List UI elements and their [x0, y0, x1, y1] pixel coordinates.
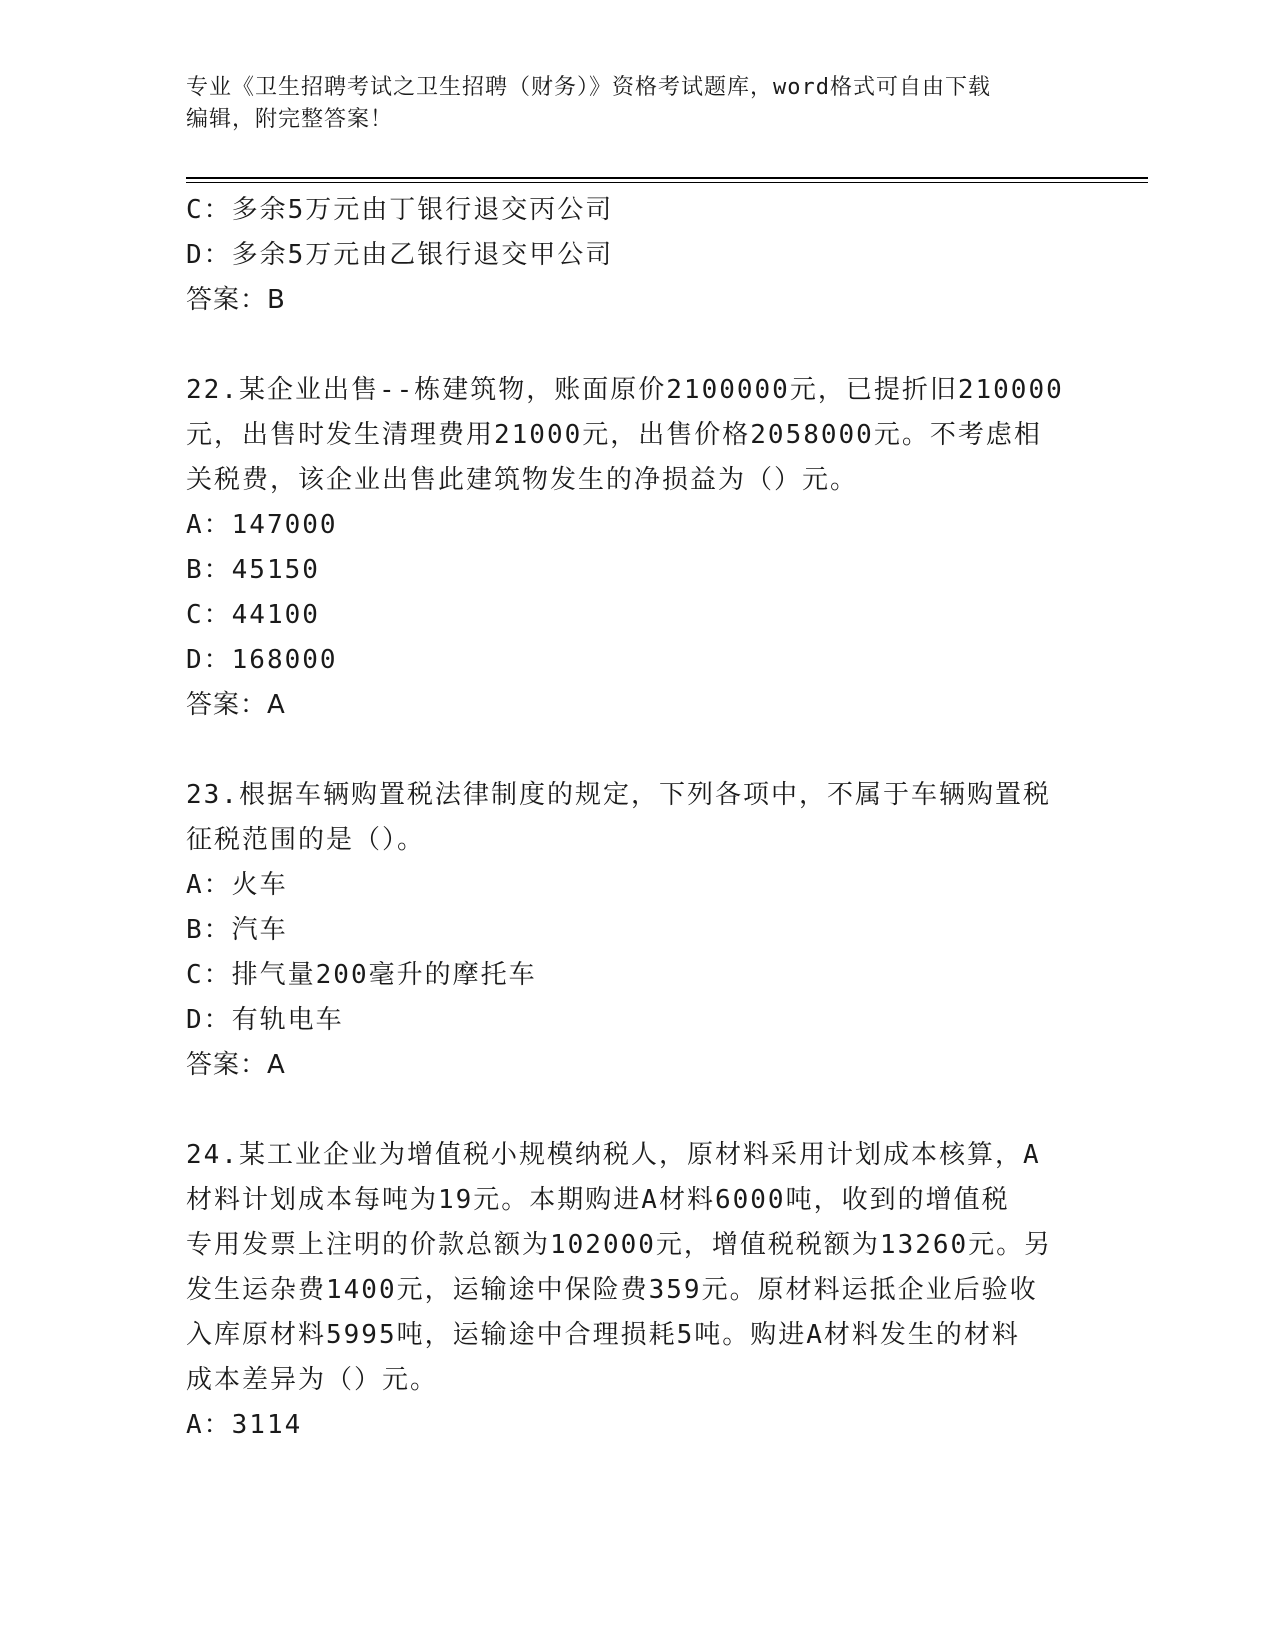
option-a: A：3114 [186, 1410, 303, 1440]
option-c: C：44100 [186, 600, 320, 630]
question-text-line: 23.根据车辆购置税法律制度的规定，下列各项中，不属于车辆购置税 [186, 780, 1051, 810]
option-d: D：168000 [186, 645, 338, 675]
question-22 [186, 368, 1086, 728]
header-line-2: 编辑，附完整答案！ [186, 107, 394, 132]
option-d: D：有轨电车 [186, 1005, 344, 1035]
document-header [186, 72, 1066, 136]
question-text-line: 材料计划成本每吨为19元。本期购进A材料6000吨，收到的增值税 [186, 1185, 1010, 1215]
option-a: A：火车 [186, 870, 288, 900]
answer: 答案：A [186, 690, 286, 720]
spacer [186, 1088, 1086, 1133]
question-text-line: 发生运杂费1400元，运输途中保险费359元。原材料运抵企业后验收 [186, 1275, 1038, 1305]
question-text-line: 元，出售时发生清理费用21000元，出售价格2058000元。不考虑相 [186, 420, 1042, 450]
header-rule-thin [186, 182, 1148, 183]
spacer [186, 323, 1086, 368]
question-24 [186, 1133, 1086, 1448]
question-text-line: 关税费，该企业出售此建筑物发生的净损益为（）元。 [186, 465, 859, 495]
question-text-line: 征税范围的是（）。 [186, 825, 426, 855]
question-content [186, 188, 1086, 1448]
option-a: A：147000 [186, 510, 338, 540]
question-text-line: 入库原材料5995吨，运输途中合理损耗5吨。购进A材料发生的材料 [186, 1320, 1020, 1350]
option-c: C：多余5万元由丁银行退交丙公司 [186, 195, 614, 225]
spacer [186, 728, 1086, 773]
question-23 [186, 773, 1086, 1088]
option-b: B：45150 [186, 555, 320, 585]
header-line-1: 专业《卫生招聘考试之卫生招聘（财务）》资格考试题库，word格式可自由下载 [186, 75, 991, 100]
question-text-line: 24.某工业企业为增值税小规模纳税人，原材料采用计划成本核算，A [186, 1140, 1041, 1170]
question-text-line: 专用发票上注明的价款总额为102000元，增值税税额为13260元。另 [186, 1230, 1053, 1260]
option-d: D：多余5万元由乙银行退交甲公司 [186, 240, 614, 270]
header-rule-thick [186, 177, 1148, 179]
previous-question [186, 188, 1086, 323]
question-text-line: 22.某企业出售--栋建筑物，账面原价2100000元，已提折旧210000 [186, 375, 1064, 405]
answer: 答案：B [186, 285, 286, 315]
option-b: B：汽车 [186, 915, 288, 945]
option-c: C：排气量200毫升的摩托车 [186, 960, 537, 990]
answer: 答案：A [186, 1050, 286, 1080]
question-text-line: 成本差异为（）元。 [186, 1365, 439, 1395]
